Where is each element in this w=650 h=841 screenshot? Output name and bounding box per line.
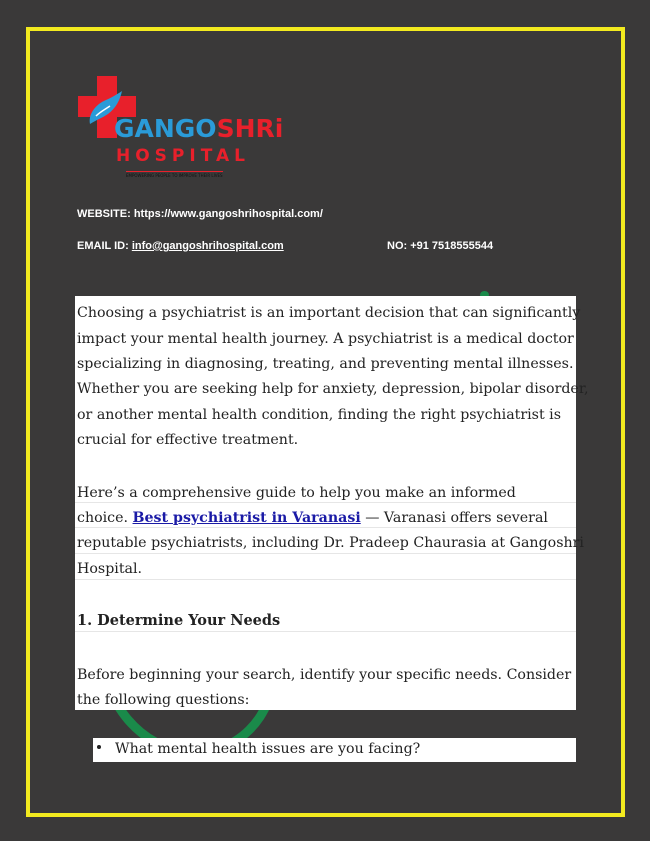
divider: [75, 579, 576, 580]
guide-line: choice. Best psychiatrist in Varanasi — Varanasi offers several: [77, 510, 548, 526]
logo-wordmark: GANGOSHRi: [114, 114, 284, 143]
phone-number: NO: +91 7518555544: [387, 240, 494, 252]
needs-line: Before beginning your search, identify your specific needs. Consider: [77, 667, 572, 683]
intro-line: Choosing a psychiatrist is an important decision that can significantly: [77, 305, 581, 321]
logo-subtitle: HOSPITAL: [116, 146, 250, 166]
intro-line: specializing in diagnosing, treating, and preventing mental illnesses.: [77, 356, 574, 372]
question-list: [93, 738, 576, 762]
divider: [75, 553, 576, 554]
email-label: EMAIL ID:: [77, 240, 129, 252]
guide-line: reputable psychiatrists, including Dr. Pradeep Chaurasia at Gangoshri: [77, 535, 584, 551]
divider: [75, 502, 576, 503]
logo-tagline: EMPOWERING PEOPLE TO IMPROVE THEIR LIVES: [126, 173, 223, 178]
intro-line: crucial for effective treatment.: [77, 432, 299, 448]
section-heading: 1. Determine Your Needs: [77, 612, 281, 629]
email-link[interactable]: info@gangoshrihospital.com: [131, 240, 284, 252]
needs-line: the following questions:: [77, 692, 250, 708]
best-psychiatrist-link[interactable]: Best psychiatrist in Varanasi: [132, 510, 361, 526]
guide-line: Hospital.: [77, 561, 143, 577]
hospital-logo: [78, 76, 284, 184]
intro-line: Whether you are seeking help for anxiety, depression, bipolar disorder,: [77, 381, 589, 397]
list-item: What mental health issues are you facing?: [115, 741, 421, 757]
bullet-icon: [97, 745, 101, 749]
intro-line: or another mental health condition, finding the right psychiatrist is: [77, 407, 561, 423]
website-line: WEBSITE: https://www.gangoshrihospital.com/: [77, 208, 323, 220]
guide-line: Here’s a comprehensive guide to help you make an informed: [77, 485, 516, 501]
divider: [75, 527, 576, 528]
email-line: [77, 240, 284, 252]
article-body: [75, 296, 589, 710]
divider: [75, 631, 576, 632]
intro-line: impact your mental health journey. A psychiatrist is a medical doctor: [77, 331, 574, 347]
